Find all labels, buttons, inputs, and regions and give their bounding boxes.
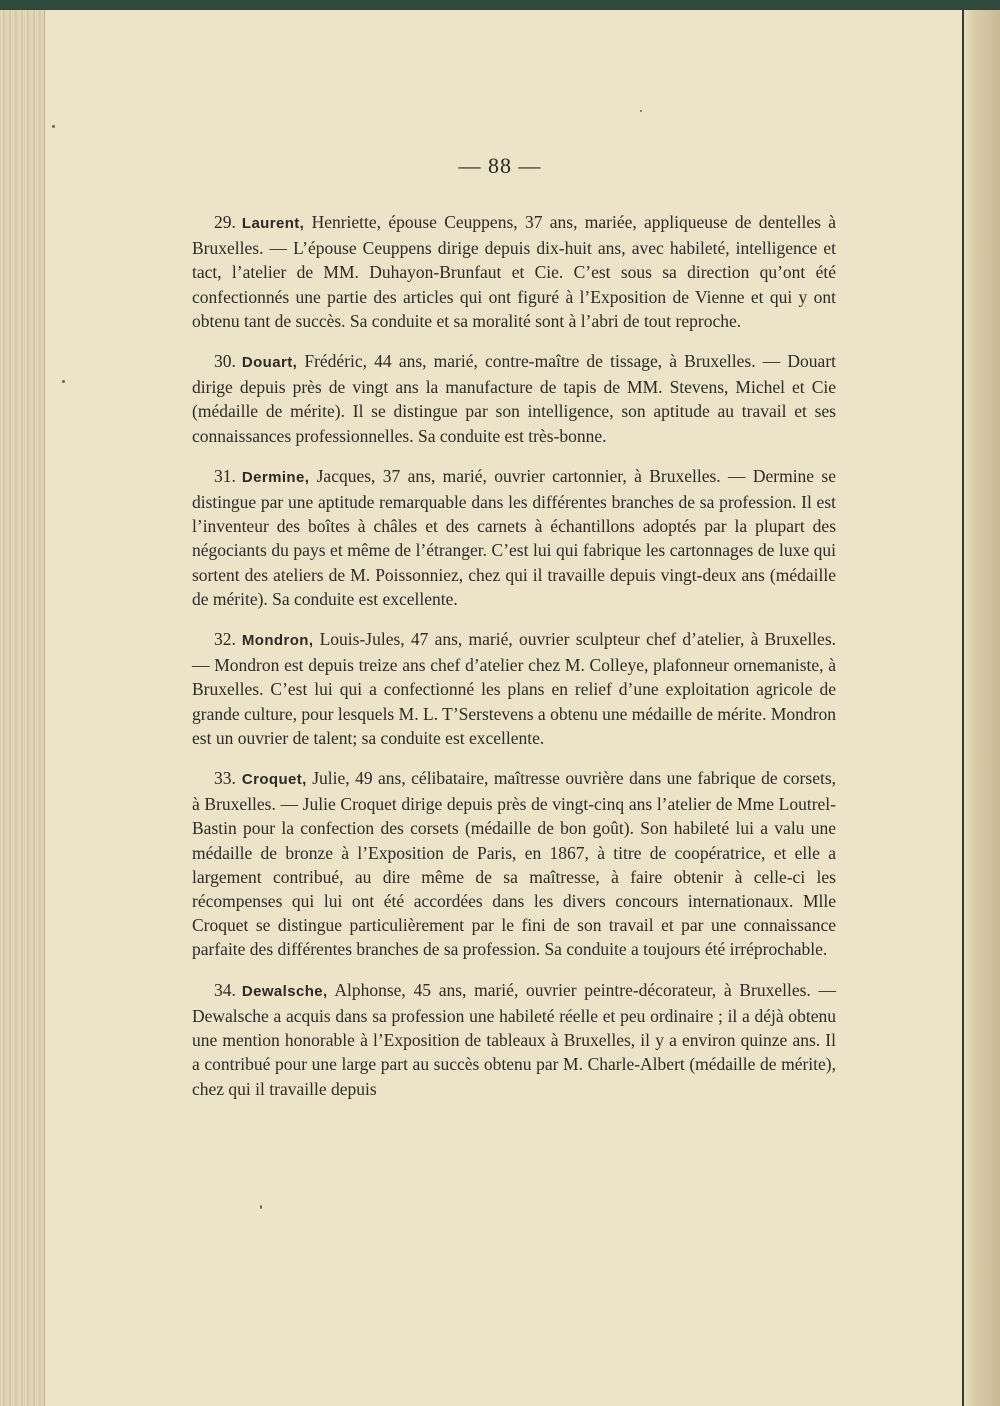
entry-name: Douart, [241,354,298,372]
page-right-edge [962,10,1000,1406]
entry-name: Mondron, [241,632,314,650]
page-number: — 88 — [458,153,542,178]
book-binding-edge [0,10,45,1406]
paper-speck [52,125,55,128]
entry-text: Henriette, épouse Ceuppens, 37 ans, mariée, appliqueuse de dentelles à Bruxelles. — L’épouse Ceuppens dirige depuis dix-huit ans, avec habileté, intelligence et tact, l’atelier de MM. Duhayon-Brunfaut et Cie. C’est sous sa direction qu’ont été confectionnés une partie des articles qui ont figuré à l’Exposition de Vienne et qui y ont obtenu tant de succès. Sa conduite et sa moralité sont à l’abri de tout reproche. [192,212,837,331]
entry-29 [192,210,836,333]
entry-text: Frédéric, 44 ans, marié, contre-maître de tissage, à Bruxelles. — Douart dirige depuis près de vingt ans la manufacture de tapis de MM. Stevens, Michel et Cie (médaille de mérite). Il se distingue par son intelligence, son aptitude au travail et ses connaissances professionnelles. Sa conduite est très-bonne. [192,351,837,446]
entry-number: 31. [214,465,236,486]
entry-30 [192,349,836,448]
entry-list [192,210,836,1117]
book-page [0,10,1000,1406]
entry-text: Julie, 49 ans, célibataire, maîtresse ouvrière dans une fabrique de corsets, à Bruxelles. — Julie Croquet dirige depuis près de vingt-cinq ans l’atelier de Mme Loutrel-Bastin pour la confection des corsets (médaille de bon goût). Son habileté lui a valu une médaille de bronze à l’Exposition de Paris, en 1867, à titre de coopératrice, et elle a largement contribué, au dire même de sa maîtresse, à faire obtenir à celle-ci les récompenses qui lui ont été accordées dans les divers concours internationaux. Mlle Croquet se distingue particulièrement par le fini de son travail et par une connaissance parfaite des différentes branches de sa profession. Sa conduite a toujours été irréprochable. [192,768,837,960]
paper-speck [260,1205,262,1209]
entry-number: 34. [214,979,236,1000]
entry-text: Alphonse, 45 ans, marié, ouvrier peintre-décorateur, à Bruxelles. — Dewalsche a acquis dans sa profession une habileté réelle et peu ordinaire ; il a déjà obtenu une mention honorable à l’Exposition de tableaux à Bruxelles, il y a environ quinze ans. Il a contribué pour une large part au succès obtenu par M. Charle-Albert (médaille de mérite), chez qui il travaille depuis [192,979,836,1099]
entry-32 [192,627,836,750]
entry-name: Dewalsche, [241,982,328,1000]
entry-name: Croquet, [241,771,307,789]
entry-number: 33. [214,768,236,789]
entry-31 [192,464,836,611]
entry-name: Dermine, [241,468,310,486]
entry-33 [192,766,836,962]
entry-number: 29. [214,212,236,232]
paper-speck [640,110,642,112]
entry-text: Jacques, 37 ans, marié, ouvrier cartonnier, à Bruxelles. — Dermine se distingue par une aptitude remarquable dans les différentes branches de sa profession. Il est l’inventeur des boîtes à châles et des carnets à échantillons adoptés par la plupart des négociants du pays et même de l’étranger. C’est lui qui fabrique les cartonnages de luxe qui sortent des ateliers de M. Poissonniez, chez qui il travaille depuis vingt-deux ans (médaille de mérite). Sa conduite est excellente. [192,465,836,609]
entry-number: 30. [214,351,236,372]
entry-34 [192,978,836,1101]
entry-name: Laurent, [241,215,305,232]
entry-text: Louis-Jules, 47 ans, marié, ouvrier sculpteur chef d’atelier, à Bruxelles. — Mondron est depuis treize ans chef d’atelier chez M. Colleye, plafonneur ornemaniste, à Bruxelles. C’est lui qui a confectionné les plans en relief d’une exploitation agricole de grande culture, pour lesquels M. L. T’Serstevens a obtenu une médaille de mérite. Mondron est un ouvrier de talent; sa conduite est excellente. [192,629,837,748]
entry-number: 32. [214,629,236,650]
paper-speck [62,380,65,383]
